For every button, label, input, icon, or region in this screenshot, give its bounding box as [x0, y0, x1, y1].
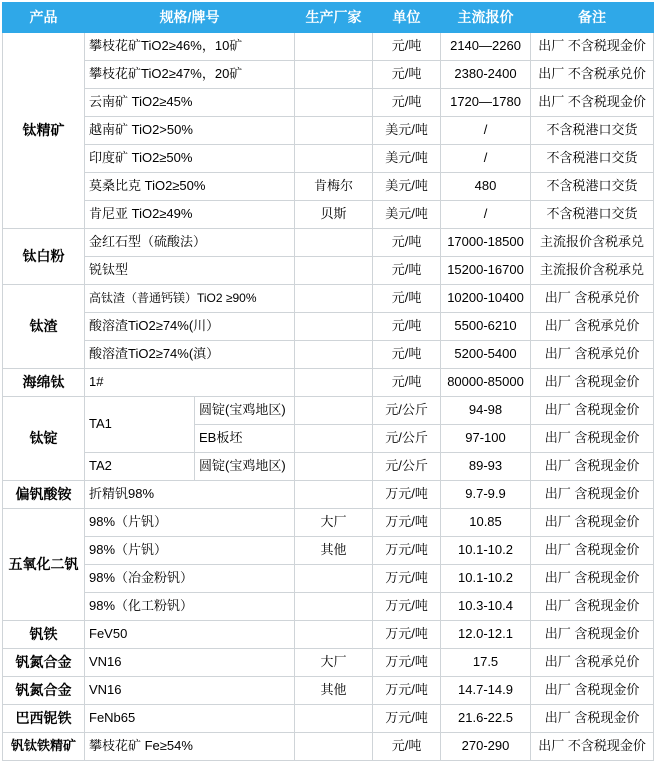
header-note: 备注 [531, 3, 654, 33]
category-cell: 钛渣 [3, 285, 85, 369]
note-cell: 出厂 含税现金价 [531, 425, 654, 453]
unit-cell: 美元/吨 [373, 201, 441, 229]
commodity-price-table [2, 2, 654, 761]
spec-cell: 金红石型（硫酸法） [85, 229, 295, 257]
unit-cell: 美元/吨 [373, 117, 441, 145]
unit-cell: 万元/吨 [373, 509, 441, 537]
table-row [3, 89, 654, 117]
spec-cell: 折精钒98% [85, 481, 295, 509]
note-cell: 出厂 含税现金价 [531, 509, 654, 537]
unit-cell: 元/公斤 [373, 425, 441, 453]
table-row [3, 453, 654, 481]
manufacturer-cell [295, 593, 373, 621]
price-cell: 80000-85000 [441, 369, 531, 397]
unit-cell: 万元/吨 [373, 677, 441, 705]
table-body [3, 33, 654, 761]
unit-cell: 万元/吨 [373, 649, 441, 677]
table-row [3, 593, 654, 621]
price-cell: 21.6-22.5 [441, 705, 531, 733]
spec-cell: 莫桑比克 TiO2≥50% [85, 173, 295, 201]
header-unit: 单位 [373, 3, 441, 33]
table-row [3, 285, 654, 313]
price-cell: 17000-18500 [441, 229, 531, 257]
manufacturer-cell [295, 257, 373, 285]
spec-cell: 印度矿 TiO2≥50% [85, 145, 295, 173]
spec-cell: 越南矿 TiO2>50% [85, 117, 295, 145]
note-cell: 出厂 含税承兑价 [531, 313, 654, 341]
note-cell: 出厂 含税现金价 [531, 481, 654, 509]
unit-cell: 元/公斤 [373, 397, 441, 425]
table-row [3, 369, 654, 397]
note-cell: 不含税港口交货 [531, 201, 654, 229]
unit-cell: 元/吨 [373, 341, 441, 369]
unit-cell: 元/吨 [373, 313, 441, 341]
spec-cell: 肯尼亚 TiO2≥49% [85, 201, 295, 229]
category-cell: 五氧化二钒 [3, 509, 85, 621]
header-price: 主流报价 [441, 3, 531, 33]
unit-cell: 万元/吨 [373, 621, 441, 649]
manufacturer-cell [295, 33, 373, 61]
note-cell: 出厂 含税现金价 [531, 593, 654, 621]
table-header [3, 3, 654, 33]
table-row [3, 173, 654, 201]
table-row [3, 621, 654, 649]
price-cell: 94-98 [441, 397, 531, 425]
grade-cell: TA2 [85, 453, 195, 481]
table-row [3, 145, 654, 173]
header-spec: 规格/牌号 [85, 3, 295, 33]
manufacturer-cell [295, 285, 373, 313]
manufacturer-cell [295, 145, 373, 173]
spec-cell: VN16 [85, 677, 295, 705]
unit-cell: 万元/吨 [373, 565, 441, 593]
grade-cell: TA1 [85, 397, 195, 453]
price-cell: 270-290 [441, 733, 531, 761]
note-cell: 出厂 不含税承兑价 [531, 61, 654, 89]
header-product: 产品 [3, 3, 85, 33]
table-row [3, 313, 654, 341]
price-cell: 2380-2400 [441, 61, 531, 89]
table-row [3, 565, 654, 593]
unit-cell: 元/吨 [373, 733, 441, 761]
unit-cell: 元/吨 [373, 229, 441, 257]
category-cell: 钒钛铁精矿 [3, 733, 85, 761]
spec-cell: 攀枝花矿TiO2≥47%，20矿 [85, 61, 295, 89]
price-cell: 10.1-10.2 [441, 537, 531, 565]
manufacturer-cell [295, 313, 373, 341]
manufacturer-cell [295, 117, 373, 145]
spec-cell: 98%（片钒） [85, 509, 295, 537]
note-cell: 出厂 含税现金价 [531, 621, 654, 649]
spec-cell: 98%（片钒） [85, 537, 295, 565]
category-cell: 钛白粉 [3, 229, 85, 285]
category-cell: 钒氮合金 [3, 677, 85, 705]
sub-spec-cell: EB板坯 [195, 425, 295, 453]
unit-cell: 元/公斤 [373, 453, 441, 481]
category-cell: 钛锭 [3, 397, 85, 481]
manufacturer-cell: 大厂 [295, 509, 373, 537]
manufacturer-cell: 大厂 [295, 649, 373, 677]
note-cell: 出厂 不含税现金价 [531, 89, 654, 117]
price-cell: / [441, 145, 531, 173]
spec-cell: 攀枝花矿TiO2≥46%，10矿 [85, 33, 295, 61]
spec-cell: 98%（冶金粉钒） [85, 565, 295, 593]
table-row [3, 705, 654, 733]
note-cell: 出厂 含税现金价 [531, 397, 654, 425]
table-row [3, 33, 654, 61]
table-row [3, 257, 654, 285]
note-cell: 不含税港口交货 [531, 173, 654, 201]
price-cell: 2140—2260 [441, 33, 531, 61]
price-cell: 10.85 [441, 509, 531, 537]
sub-spec-cell: 圆锭(宝鸡地区) [195, 397, 295, 425]
unit-cell: 万元/吨 [373, 481, 441, 509]
note-cell: 出厂 含税现金价 [531, 453, 654, 481]
unit-cell: 元/吨 [373, 369, 441, 397]
spec-cell: 酸溶渣TiO2≥74%(川） [85, 313, 295, 341]
price-cell: 10200-10400 [441, 285, 531, 313]
spec-cell: FeNb65 [85, 705, 295, 733]
spec-cell: 云南矿 TiO2≥45% [85, 89, 295, 117]
unit-cell: 元/吨 [373, 285, 441, 313]
manufacturer-cell [295, 89, 373, 117]
table-row [3, 677, 654, 705]
manufacturer-cell: 肯梅尔 [295, 173, 373, 201]
unit-cell: 万元/吨 [373, 705, 441, 733]
sub-spec-cell: 圆锭(宝鸡地区) [195, 453, 295, 481]
category-cell: 巴西铌铁 [3, 705, 85, 733]
manufacturer-cell [295, 397, 373, 425]
note-cell: 出厂 含税现金价 [531, 677, 654, 705]
manufacturer-cell [295, 341, 373, 369]
note-cell: 出厂 含税承兑价 [531, 649, 654, 677]
unit-cell: 万元/吨 [373, 537, 441, 565]
manufacturer-cell [295, 369, 373, 397]
manufacturer-cell [295, 61, 373, 89]
table-row [3, 201, 654, 229]
manufacturer-cell: 其他 [295, 537, 373, 565]
price-cell: 17.5 [441, 649, 531, 677]
price-cell: 10.1-10.2 [441, 565, 531, 593]
header-row [3, 3, 654, 33]
unit-cell: 元/吨 [373, 257, 441, 285]
note-cell: 出厂 不含税现金价 [531, 33, 654, 61]
price-cell: 5200-5400 [441, 341, 531, 369]
price-cell: 12.0-12.1 [441, 621, 531, 649]
table-row [3, 509, 654, 537]
note-cell: 出厂 含税现金价 [531, 565, 654, 593]
manufacturer-cell [295, 481, 373, 509]
category-cell: 海绵钛 [3, 369, 85, 397]
unit-cell: 元/吨 [373, 89, 441, 117]
price-cell: 10.3-10.4 [441, 593, 531, 621]
category-cell: 钛精矿 [3, 33, 85, 229]
table-row [3, 733, 654, 761]
spec-cell: 1# [85, 369, 295, 397]
note-cell: 不含税港口交货 [531, 145, 654, 173]
price-cell: 97-100 [441, 425, 531, 453]
table-row [3, 649, 654, 677]
category-cell: 偏钒酸铵 [3, 481, 85, 509]
unit-cell: 万元/吨 [373, 593, 441, 621]
price-cell: 15200-16700 [441, 257, 531, 285]
note-cell: 出厂 含税现金价 [531, 705, 654, 733]
table-row [3, 397, 654, 425]
note-cell: 出厂 含税承兑价 [531, 285, 654, 313]
note-cell: 不含税港口交货 [531, 117, 654, 145]
note-cell: 出厂 含税现金价 [531, 537, 654, 565]
spec-cell: VN16 [85, 649, 295, 677]
manufacturer-cell [295, 621, 373, 649]
price-cell: 14.7-14.9 [441, 677, 531, 705]
manufacturer-cell [295, 425, 373, 453]
table-row [3, 481, 654, 509]
spec-cell: 攀枝花矿 Fe≥54% [85, 733, 295, 761]
unit-cell: 美元/吨 [373, 173, 441, 201]
note-cell: 主流报价含税承兑 [531, 257, 654, 285]
price-cell: 89-93 [441, 453, 531, 481]
spec-cell: 锐钛型 [85, 257, 295, 285]
unit-cell: 元/吨 [373, 33, 441, 61]
note-cell: 出厂 不含税现金价 [531, 733, 654, 761]
manufacturer-cell [295, 229, 373, 257]
manufacturer-cell [295, 705, 373, 733]
table-row [3, 537, 654, 565]
manufacturer-cell: 贝斯 [295, 201, 373, 229]
manufacturer-cell [295, 453, 373, 481]
spec-cell: FeV50 [85, 621, 295, 649]
note-cell: 主流报价含税承兑 [531, 229, 654, 257]
table-row [3, 341, 654, 369]
manufacturer-cell [295, 565, 373, 593]
spec-cell: 98%（化工粉钒） [85, 593, 295, 621]
price-cell: / [441, 201, 531, 229]
header-manufacturer: 生产厂家 [295, 3, 373, 33]
price-cell: / [441, 117, 531, 145]
table-row [3, 117, 654, 145]
unit-cell: 美元/吨 [373, 145, 441, 173]
manufacturer-cell [295, 733, 373, 761]
price-cell: 480 [441, 173, 531, 201]
spec-cell: 酸溶渣TiO2≥74%(滇） [85, 341, 295, 369]
category-cell: 钒铁 [3, 621, 85, 649]
spec-cell: 高钛渣（普通钙镁）TiO2 ≥90% [85, 285, 295, 313]
unit-cell: 元/吨 [373, 61, 441, 89]
table-row [3, 229, 654, 257]
note-cell: 出厂 含税现金价 [531, 369, 654, 397]
table-row [3, 61, 654, 89]
category-cell: 钒氮合金 [3, 649, 85, 677]
price-cell: 9.7-9.9 [441, 481, 531, 509]
manufacturer-cell: 其他 [295, 677, 373, 705]
note-cell: 出厂 含税承兑价 [531, 341, 654, 369]
price-cell: 5500-6210 [441, 313, 531, 341]
price-cell: 1720—1780 [441, 89, 531, 117]
